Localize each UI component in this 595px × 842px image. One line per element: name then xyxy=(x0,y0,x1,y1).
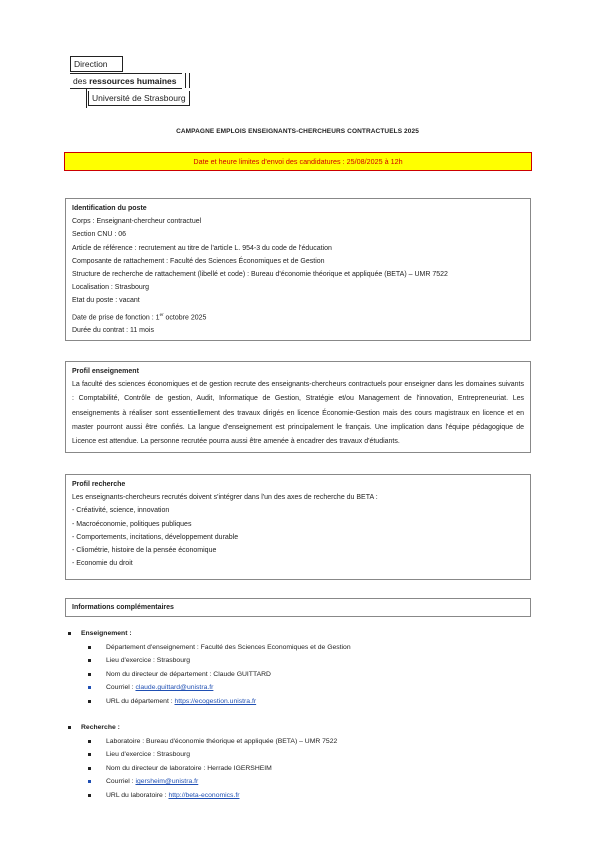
composante-line: Composante de rattachement : Faculté des Sciences Économiques et de Gestion xyxy=(72,257,325,265)
list-item: Lieu d'exercice : Strasbourg xyxy=(86,654,351,668)
enseignement-url-link[interactable]: https://ecogestion.unistra.fr xyxy=(174,697,257,705)
date-line: Date de prise de fonction : 1er octobre 2025 xyxy=(72,311,207,321)
duree-line: Durée du contrat : 11 mois xyxy=(72,327,154,335)
axe-item: - Créativité, science, innovation xyxy=(72,507,170,515)
logo-line-ressources: des ressources humaines xyxy=(70,73,182,89)
section-line: Section CNU : 06 xyxy=(72,231,127,239)
logo-line-universite: Université de Strasbourg xyxy=(88,91,190,106)
list-item: Laboratoire : Bureau d'économie théorique et appliquée (BETA) – UMR 7522 xyxy=(86,735,337,749)
list-item: URL du laboratoire : http://beta-economics.fr xyxy=(86,789,337,803)
list-item: URL du département : https://ecogestion.unistra.fr xyxy=(86,695,351,709)
recherche-section xyxy=(65,474,531,580)
enseignement-heading: Profil enseignement xyxy=(72,368,139,375)
recherche-email-link[interactable]: igersheim@unistra.fr xyxy=(135,778,199,786)
page-title: CAMPAGNE EMPLOIS ENSEIGNANTS-CHERCHEURS CONTRACTUELS 2025 xyxy=(176,128,419,135)
etat-line: Etat du poste : vacant xyxy=(72,297,140,305)
list-item: Nom du directeur de laboratoire : Herrade IGERSHEIM xyxy=(86,762,337,776)
enseignement-section xyxy=(65,361,531,453)
complementaires-header xyxy=(65,598,531,617)
enseignement-info-list xyxy=(86,641,351,709)
structure-line: Structure de recherche de rattachement (libellé et code) : Bureau d'économie théorique et appliquée (BETA) – UMR 7522 xyxy=(72,271,448,279)
identification-heading: Identification du poste xyxy=(72,205,147,212)
enseignement-info xyxy=(68,627,351,709)
corps-line: Corps : Enseignant-chercheur contractuel xyxy=(72,218,202,226)
recherche-info-title: Recherche : xyxy=(68,721,337,735)
axe-item: - Cliométrie, histoire de la pensée économique xyxy=(72,547,217,555)
deadline-banner: Date et heure limites d'envoi des candidatures : 25/08/2025 à 12h xyxy=(64,152,532,171)
recherche-url-link[interactable]: http://beta-economics.fr xyxy=(168,791,240,799)
complementaires-heading: Informations complémentaires xyxy=(72,604,174,611)
recherche-info-list xyxy=(86,735,337,803)
article-line: Article de référence : recrutement au titre de l'article L. 954-3 du code de l'éducation xyxy=(72,244,332,252)
list-item: Courriel : claude.guittard@unistra.fr xyxy=(86,681,351,695)
identification-section xyxy=(65,198,531,341)
list-item: Lieu d'exercice : Strasbourg xyxy=(86,748,337,762)
list-item: Département d'enseignement : Faculté des Sciences Economiques et de Gestion xyxy=(86,641,351,655)
localisation-line: Localisation : Strasbourg xyxy=(72,284,150,292)
logo-line-direction: Direction xyxy=(70,56,123,72)
axe-item: - Economie du droit xyxy=(72,560,133,568)
recherche-info xyxy=(68,721,337,803)
recherche-heading: Profil recherche xyxy=(72,481,126,488)
enseignement-info-title: Enseignement : xyxy=(68,627,351,641)
axe-item: - Comportements, incitations, développement durable xyxy=(72,533,239,541)
recherche-intro: Les enseignants-chercheurs recrutés doivent s'intégrer dans l'un des axes de recherche du BETA : xyxy=(72,494,378,502)
list-item: Nom du directeur de département : Claude GUITTARD xyxy=(86,668,351,682)
drh-logo xyxy=(70,56,210,108)
list-item: Courriel : igersheim@unistra.fr xyxy=(86,775,337,789)
axe-item: - Macroéconomie, politiques publiques xyxy=(72,520,192,528)
enseignement-email-link[interactable]: claude.guittard@unistra.fr xyxy=(135,684,214,692)
enseignement-text: La faculté des sciences économiques et de gestion recrute des enseignants-chercheurs contractuels pour enseigner dans les domaines suivants : Comptabilité, Contrôle de gestion, Audit, Informatique de Gestion, Stratégie et/ou Management de l'innovation, Entrepreneuriat. Les enseignements à réaliser sont essentiellement des travaux dirigés en licence Économie-Gestion mais des cours magistraux en licence et en master pourront aussi être confiés. La langue d'enseignement est principalement le français. Une implication dans l'équipe pédagogique de Licence est attendue. La personne recrutée pourra aussi être amenée à encadrer des travaux d'étudiants. xyxy=(72,381,524,446)
